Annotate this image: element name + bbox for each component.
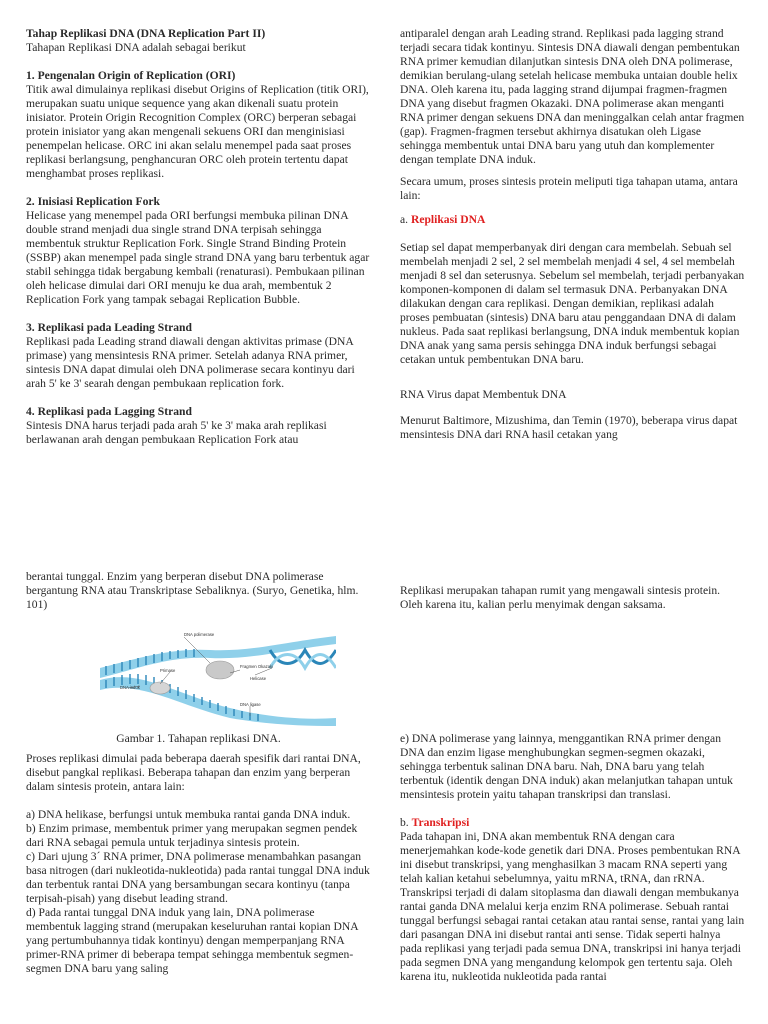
replication-process-intro: Proses replikasi dimulai pada beberapa daerah spesifik dari rantai DNA, disebut pangkal replikasi. Beberapa tahapan dan enzim yang berperan dalam sintesis protein, antara lain: bbox=[26, 752, 361, 793]
label-fragmen-okazaki: Fragmen Okazaki bbox=[240, 664, 274, 669]
dna-replication-figure bbox=[100, 628, 336, 726]
label-dna-induk: DNA induk bbox=[120, 685, 140, 690]
page-title: Tahap Replikasi DNA (DNA Replication Part II) bbox=[26, 27, 266, 40]
dna-replication-diagram bbox=[100, 628, 336, 726]
heading-transkripsi bbox=[400, 816, 745, 830]
label-primase: Primase bbox=[160, 668, 176, 673]
label-dna-ligase: DNA ligase bbox=[240, 702, 261, 707]
right-column-bottom-2 bbox=[400, 732, 745, 984]
right-column-top bbox=[400, 27, 745, 442]
page-subtitle: Tahapan Replikasi DNA adalah sebagai berikut bbox=[26, 41, 246, 54]
label-dna-polimerase: DNA polimerase bbox=[184, 632, 215, 637]
section-1-heading: 1. Pengenalan Origin of Replication (ORI) bbox=[26, 69, 236, 82]
dna-polymerase-blob bbox=[206, 661, 234, 679]
protein-synthesis-intro: Secara umum, proses sintesis protein meliputi tiga tahapan utama, antara lain: bbox=[400, 175, 738, 202]
list-item-c: c) Dari ujung 3´ RNA primer, DNA polimerase menambahkan pasangan basa nitrogen (dari nukleotida-nukleotida) pada rantai tunggal DNA induk dan terbentuk rantai DNA yang bersambungan secara kontinyu (tanpa terpisah-pisah) yang disebut leading strand. bbox=[26, 850, 370, 905]
section-3-body: Replikasi pada Leading strand diawali dengan aktivitas primase (DNA primase) yang mensintesis RNA primer. Setelah adanya RNA primer, sintesis DNA dapat dimulai oleh DNA polimerase secara kontinyu dari arah 5' ke 3' searah dengan pembukaan replication fork. bbox=[26, 335, 355, 390]
list-item-b: b) Enzim primase, membentuk primer yang merupakan segmen pendek dari RNA sebagai pemula untuk terjadinya sintesis protein. bbox=[26, 822, 358, 849]
heading-prefix: a. bbox=[400, 213, 411, 226]
section-3-heading: 3. Replikasi pada Leading Strand bbox=[26, 321, 192, 334]
lagging-strand-continued: antiparalel dengan arah Leading strand. Replikasi pada lagging strand terjadi secara tidak kontinyu. Sintesis DNA diawali dengan pembentukan RNA primer kemudian dilanjutkan sintesis DNA oleh DNA polimerase, demikian berulang-ulang setelah helicase membuka untaian double helix DNA. Oleh karena itu, pada lagging strand dijumpai fragmen-fragmen DNA yang disebut fragmen Okazaki. DNA polimerase akan menganti RNA primer dengan sekuens DNA dan meninggalkan celah antar fragmen (gap). Fragmen-fragmen tersebut akhirnya disatukan oleh Ligase sehingga membentuk untai DNA baru yang utuh dan komplementer dengan template DNA induk. bbox=[400, 27, 745, 166]
left-column-bottom bbox=[26, 570, 371, 612]
figure-caption: Gambar 1. Tahapan replikasi DNA. bbox=[116, 732, 281, 745]
heading-title-b: Transkripsi bbox=[411, 816, 470, 829]
list-item-e: e) DNA polimerase yang lainnya, menggantikan RNA primer dengan DNA dan enzim ligase menghubungkan segmen-segmen okazaki, sehingga terbentuk salinan DNA baru. Nah, DNA baru yang telah terbentuk (identik dengan DNA induk) akan melanjutkan tahapan untuk mensintesis protein yaitu tahapan transkripsi dan translasi. bbox=[400, 732, 733, 801]
heading-title: Replikasi DNA bbox=[410, 213, 486, 226]
list-item-d: d) Pada rantai tunggal DNA induk yang lain, DNA polimerase membentuk lagging strand (merupakan keseluruhan rantai kopian DNA yang pertumbuhannya tidak kontinyu) dengan memperpanjang RNA primer-RNA primer di beberapa tempat sehingga membentuk segmen-segmen DNA baru yang saling bbox=[26, 906, 358, 975]
transkripsi-body: Pada tahapan ini, DNA akan membentuk RNA dengan cara menerjemahkan kode-kode genetik dari DNA. Proses pembentukan RNA ini disebut transkripsi, yang menghasilkan 3 macam RNA seperti yang telah kalian ketahui sebelumnya, yaitu mRNA, tRNA, dan rRNA. Transkripsi terjadi di dalam sitoplasma dan diawali dengan membukanya rantai ganda DNA melalui kerja enzim RNA polimerase. Sebuah rantai tunggal berfungsi sebagai rantai cetakan atau rantai sense, rantai yang lain dari pasangan DNA ini disebut rantai anti sense. Tidak seperti halnya pada replikasi yang terjadi pada semua DNA, transkripsi ini hanya terjadi pada segmen DNA yang mengandung kelompok gen tertentu saja. Oleh karena itu, nukleotida nukleotida pada rantai bbox=[400, 830, 745, 983]
list-item-a: a) DNA helikase, berfungsi untuk membuka rantai ganda DNA induk. bbox=[26, 808, 351, 821]
section-4-body: Sintesis DNA harus terjadi pada arah 5' ke 3' maka arah replikasi berlawanan arah dengan pembukaan Replication Fork atau bbox=[26, 419, 327, 446]
section-4-heading: 4. Replikasi pada Lagging Strand bbox=[26, 405, 192, 418]
label-helicase: Helicase bbox=[250, 676, 267, 681]
section-2-body: Helicase yang menempel pada ORI berfungsi membuka pilinan DNA double strand menjadi dua single strand DNA terpisah sehingga membentuk struktur Replication Fork. Single Strand Binding Protein (SSBP) akan menempel pada single strand DNA yang baru terbentuk agar stabil sehingga tidak bergabung kembali (renaturasi). Pembukaan pilinan oleh helicase dimulai dari ORI menuju ke dua arah, membentuk 2 Replication Fork yang tampak sebagai Replication Bubble. bbox=[26, 209, 370, 306]
rna-virus-body: Menurut Baltimore, Mizushima, dan Temin (1970), beberapa virus dapat mensintesis DNA dari RNA hasil cetakan yang bbox=[400, 414, 738, 441]
heading-replikasi-dna bbox=[400, 213, 745, 227]
virus-continued: berantai tunggal. Enzim yang berperan disebut DNA polimerase bergantung RNA atau Transkriptase Sebaliknya. (Suryo, Genetika, hlm. 101) bbox=[26, 570, 359, 611]
heading-prefix-b: b. bbox=[400, 816, 412, 829]
section-1-body: Titik awal dimulainya replikasi disebut Origins of Replication (titik ORI), merupakan suatu unique sequence yang akan dikenali suatu protein inisiator. Protein Origin Recognition Complex (ORC) berperan sebagai protein inisiator yang akan mengenali sekuens ORI dan menginisiasi penempelan helicase. ORC ini akan selalu menempel pada saat proses replikasi berlangsung, penghancuran ORC oleh protein tertentu dapat menghambat proses replikasi. bbox=[26, 83, 369, 180]
section-2-heading: 2. Inisiasi Replication Fork bbox=[26, 195, 160, 208]
left-column-bottom-2 bbox=[26, 732, 371, 976]
rna-virus-title: RNA Virus dapat Membentuk DNA bbox=[400, 388, 567, 401]
left-column-top bbox=[26, 27, 371, 447]
replikasi-note: Replikasi merupakan tahapan rumit yang mengawali sintesis protein. Oleh karena itu, kalian perlu menyimak dengan saksama. bbox=[400, 584, 721, 611]
right-column-bottom bbox=[400, 584, 745, 612]
replikasi-body: Setiap sel dapat memperbanyak diri dengan cara membelah. Sebuah sel membelah menjadi 2 sel, 2 sel membelah menjadi 4 sel, 4 sel membelah menjadi 8 sel dan seterusnya. Sebelum sel membelah, terjadi perbanyakan komponen-komponen di dalam sel termasuk DNA. Perbanyakan DNA dilakukan dengan cara replikasi. Dengan demikian, replikasi adalah proses pembuatan (sintesis) DNA baru atau penggandaan DNA di dalam nukleus. Pada saat replikasi berlangsung, DNA induk membentuk kopian DNA anak yang sama persis sehingga DNA induk berfungsi sebagai cetakan untuk pembentukan DNA baru. bbox=[400, 241, 745, 366]
